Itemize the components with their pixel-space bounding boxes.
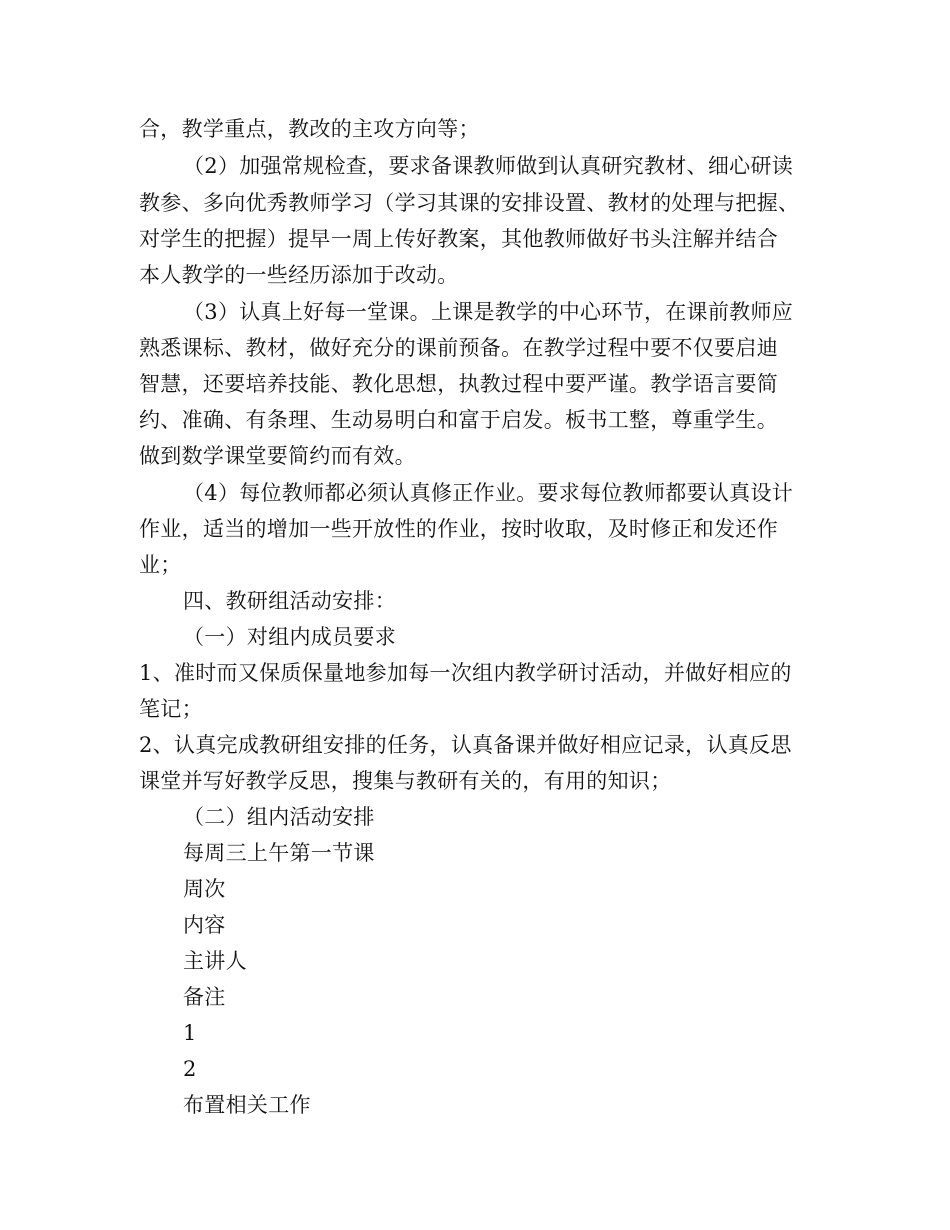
table-cell: 主讲人 [183,949,247,973]
paragraph-line: 做到数学课堂要简约而有效。 [139,444,416,468]
list-item-continuation: 笔记； [139,697,203,721]
table-cell: 布置相关工作 [183,1093,311,1117]
paragraph-line: 对学生的把握）提早一周上传好教案，其他教师做好书头注解并结合 [139,227,778,251]
paragraph-line: 业； [139,553,182,577]
paragraph-line: 本人教学的一些经历添加于改动。 [139,263,459,287]
subsection-heading: （二）组内活动安排 [183,805,375,829]
table-cell: 内容 [183,913,226,937]
list-item: 2、认真完成教研组安排的任务，认真备课并做好相应记录，认真反思 [139,733,792,757]
subsection-heading: （一）对组内成员要求 [183,625,396,649]
paragraph-line: 约、准确、有条理、生动易明白和富于启发。板书工整，尊重学生。 [139,408,778,432]
paragraph-line: 合，教学重点，教改的主攻方向等； [139,117,480,141]
paragraph-line: 熟悉课标、教材，做好充分的课前预备。在教学过程中要不仅要启迪 [139,336,778,360]
section-heading: 四、教研组活动安排： [183,589,396,613]
paragraph-line: （4）每位教师都必须认真修正作业。要求每位教师都要认真设计 [183,481,794,505]
table-cell: 备注 [183,985,226,1009]
list-item: 1、准时而又保质保量地参加每一次组内教学研讨活动，并做好相应的 [139,661,792,685]
paragraph-line: 智慧，还要培养技能、教化思想，执教过程中要严谨。教学语言要简 [139,372,778,396]
table-cell: 1 [183,1021,197,1045]
paragraph-line: （2）加强常规检查，要求备课教师做到认真研究教材、细心研读 [183,154,794,178]
schedule-note: 每周三上午第一节课 [183,841,375,865]
table-cell: 周次 [183,877,226,901]
table-cell: 2 [183,1057,197,1081]
paragraph-line: （3）认真上好每一堂课。上课是教学的中心环节，在课前教师应 [183,300,794,324]
list-item-continuation: 课堂并写好教学反思，搜集与教研有关的，有用的知识； [139,769,672,793]
paragraph-line: 教参、多向优秀教师学习（学习其课的安排设置、教材的处理与把握、 [139,191,800,215]
paragraph-line: 作业，适当的增加一些开放性的作业，按时收取，及时修正和发还作 [139,517,778,541]
